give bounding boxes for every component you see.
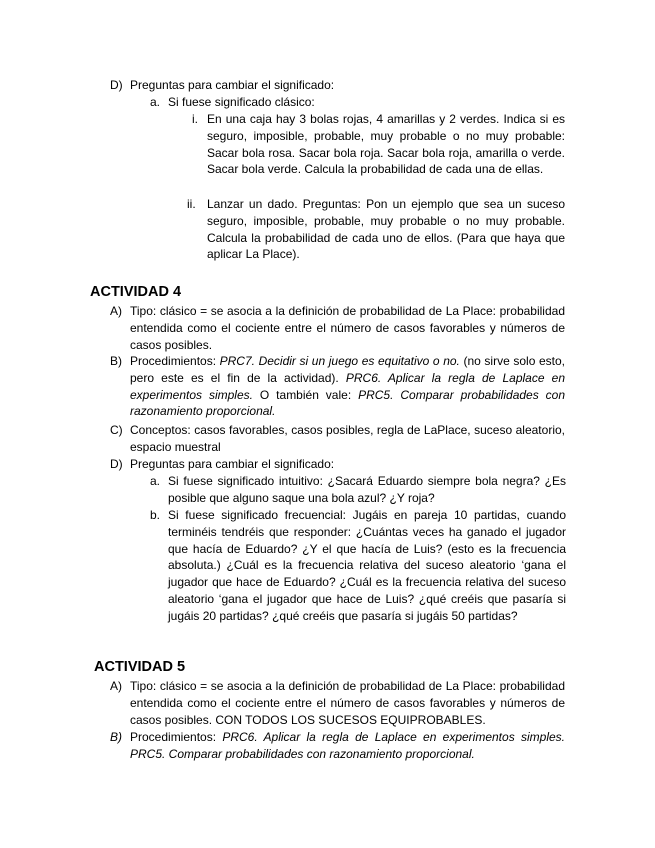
act4-procedures-label: Procedimientos:: [130, 354, 220, 368]
list-marker-db4: b.: [150, 508, 161, 522]
section-label-questions: Preguntas para cambiar el significado:: [130, 78, 335, 92]
act5-type: Tipo: clásico = se asocia a la definición de probabilidad de La Place: probabilidad entendida como el cociente entre el número de casos favorables y números de casos posibles. CON TODOS LOS SUCESOS EQUIPROBABLES.: [130, 679, 565, 727]
act5-prc6-prc5: PRC6. Aplicar la regla de Laplace en experimentos simples. PRC5. Comparar probabilidades con razonamiento proporcional.: [130, 730, 565, 761]
act4-procedures-note: (no sirve solo esto, pero este es el fin de la actividad).: [130, 354, 565, 385]
heading-actividad-5: ACTIVIDAD 5: [94, 659, 186, 675]
list-marker-ii: ii.: [187, 197, 196, 211]
heading-actividad-4: ACTIVIDAD 4: [90, 284, 182, 300]
act5-procedures-label: Procedimientos:: [130, 730, 223, 744]
act4-prc7: PRC7. Decidir si un juego es equitativo o no.: [219, 354, 460, 368]
act4-question-intuitive: Si fuese significado intuitivo: ¿Sacará Eduardo siempre bola negra? ¿Es posible que alguno saque una bola azul? ¿Y roja?: [168, 474, 566, 505]
act4-prc6: PRC6. Aplicar la regla de Laplace en experimentos simples.: [130, 370, 566, 402]
list-marker-i: i.: [192, 112, 198, 126]
list-marker-c4: C): [110, 423, 123, 437]
act4-question-frequency: Si fuese significado frecuencial: Jugáis en pareja 10 partidas, cuando terminéis tendréis que responder: ¿Cuántas veces ha ganado el jugador que hacía de Eduardo? ¿Y el que hacía de Luis? (esto es la frecuencia absoluta.) ¿Cuál es la frecuencia relativa del suceso aleatorio ‘gana el jugador que hace de Eduardo? ¿Cuál es la frecuencia relativa del suceso aleatorio ‘gana el jugador que hace de Luis? ¿qué creéis que pasaría si jugáis 20 partidas? ¿qué creéis que pasaría si jugáis 50 partidas?: [168, 508, 566, 623]
list-marker-d4: D): [110, 457, 123, 471]
act4-type: Tipo: clásico = se asocia a la definición de probabilidad de La Place: probabilidad entendida como el cociente entre el número de casos favorables y números de casos posibles.: [130, 304, 565, 352]
act4-prc5: PRC5. Comparar probabilidades con razonamiento proporcional.: [130, 387, 565, 419]
act4-procedures: [130, 353, 565, 420]
list-marker-a4: A): [110, 304, 122, 318]
act4-also-valid: O también vale:: [252, 387, 359, 402]
question-box-balls: En una caja hay 3 bolas rojas, 4 amarillas y 2 verdes. Indica si es seguro, imposible, probable, muy probable o no muy probable: Sacar bola rosa. Sacar bola roja. Sacar bola roja, amarilla o verde. Sacar bola verde. Calcula la probabilidad de cada una de ellas.: [207, 112, 565, 177]
act5-procedures: [130, 729, 565, 763]
list-marker-b5: B): [110, 730, 122, 744]
subsection-label-classic: Si fuese significado clásico:: [168, 95, 315, 109]
list-marker-b4: B): [110, 354, 122, 368]
list-marker-d: D): [110, 78, 123, 92]
list-marker-a: a.: [150, 95, 161, 109]
act4-questions-label: Preguntas para cambiar el significado:: [130, 457, 335, 471]
list-marker-a5: A): [110, 679, 122, 693]
list-marker-da4: a.: [150, 474, 161, 488]
act4-concepts: Conceptos: casos favorables, casos posibles, regla de LaPlace, suceso aleatorio, espacio muestral: [130, 423, 565, 454]
question-dice: Lanzar un dado. Preguntas: Pon un ejemplo que sea un suceso seguro, imposible, probable, muy probable o no muy probable. Calcula la probabilidad de cada uno de ellos. (Para que haya que aplicar La Place).: [207, 197, 565, 262]
